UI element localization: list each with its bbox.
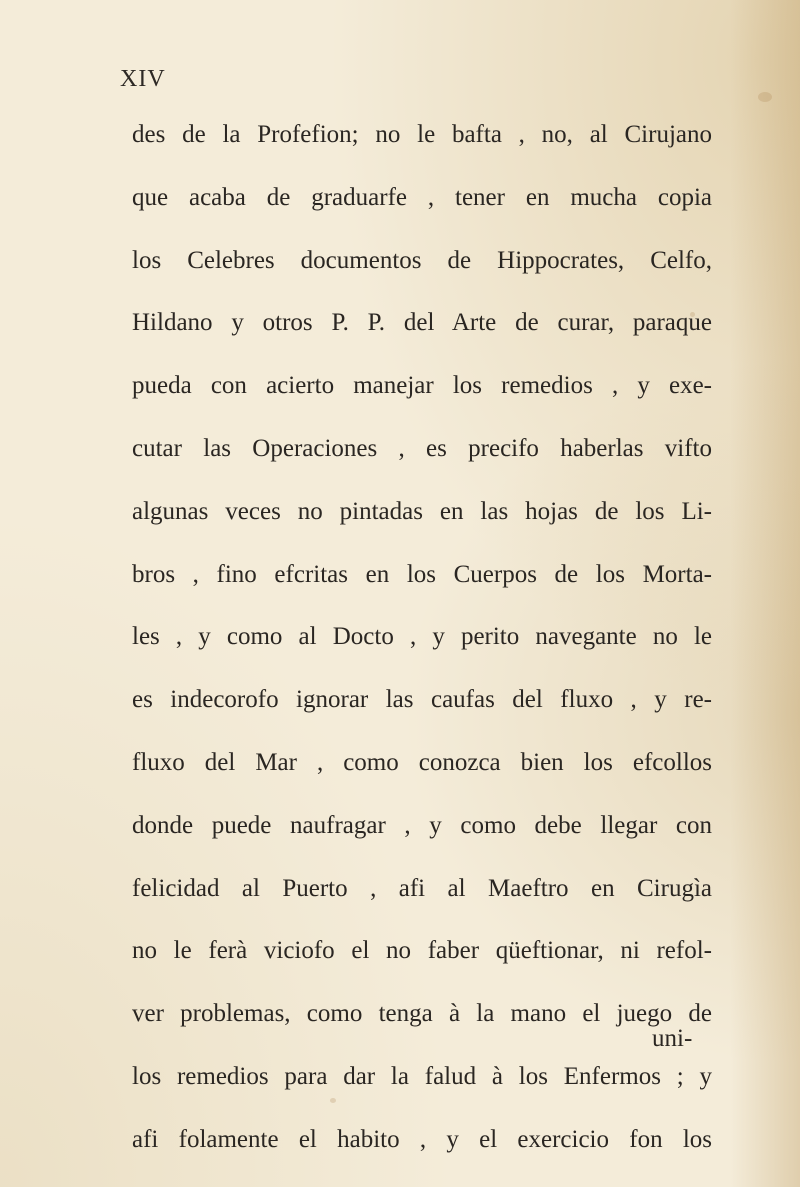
text-line: donde puede naufragar , y como debe llegar con	[132, 811, 712, 839]
foxing-spot	[758, 92, 772, 102]
text-line: fluxo del Mar , como conozca bien los efcollos	[132, 748, 712, 776]
text-line: los remedios para dar la falud à los Enfermos ; y	[132, 1062, 712, 1090]
text-line: Hildano y otros P. P. del Arte de curar, paraque	[132, 309, 712, 337]
text-line: algunas veces no pintadas en las hojas de los Li-	[132, 497, 712, 525]
text-line: pueda con acierto manejar los remedios , y exe-	[132, 372, 712, 400]
text-line: cutar las Operaciones , es precifo haberlas vifto	[132, 434, 712, 462]
text-line: afi folamente el habito , y el exercicio fon los	[132, 1125, 712, 1153]
text-line: no le ferà viciofo el no faber qüeftionar, ni refol-	[132, 937, 712, 965]
catchword: uni-	[652, 1025, 693, 1052]
text-line: felicidad al Puerto , afi al Maeftro en Cirugìa	[132, 874, 712, 902]
text-line: es indecorofo ignorar las caufas del fluxo , y re-	[132, 686, 712, 714]
page-edge-shading	[730, 0, 800, 1187]
text-line: ver problemas, como tenga à la mano el juego de	[132, 1000, 712, 1028]
page-number: XIV	[120, 66, 166, 92]
text-line: des de la Profefion; no le bafta , no, al Cirujano	[132, 121, 712, 148]
text-line: les , y como al Docto , y perito navegante no le	[132, 623, 712, 651]
text-line: los Celebres documentos de Hippocrates, Celfo,	[132, 246, 712, 274]
body-text	[132, 104, 712, 1172]
text-line: que acaba de graduarfe , tener en mucha copia	[132, 183, 712, 211]
text-line: bros , fino efcritas en los Cuerpos de los Morta-	[132, 560, 712, 588]
